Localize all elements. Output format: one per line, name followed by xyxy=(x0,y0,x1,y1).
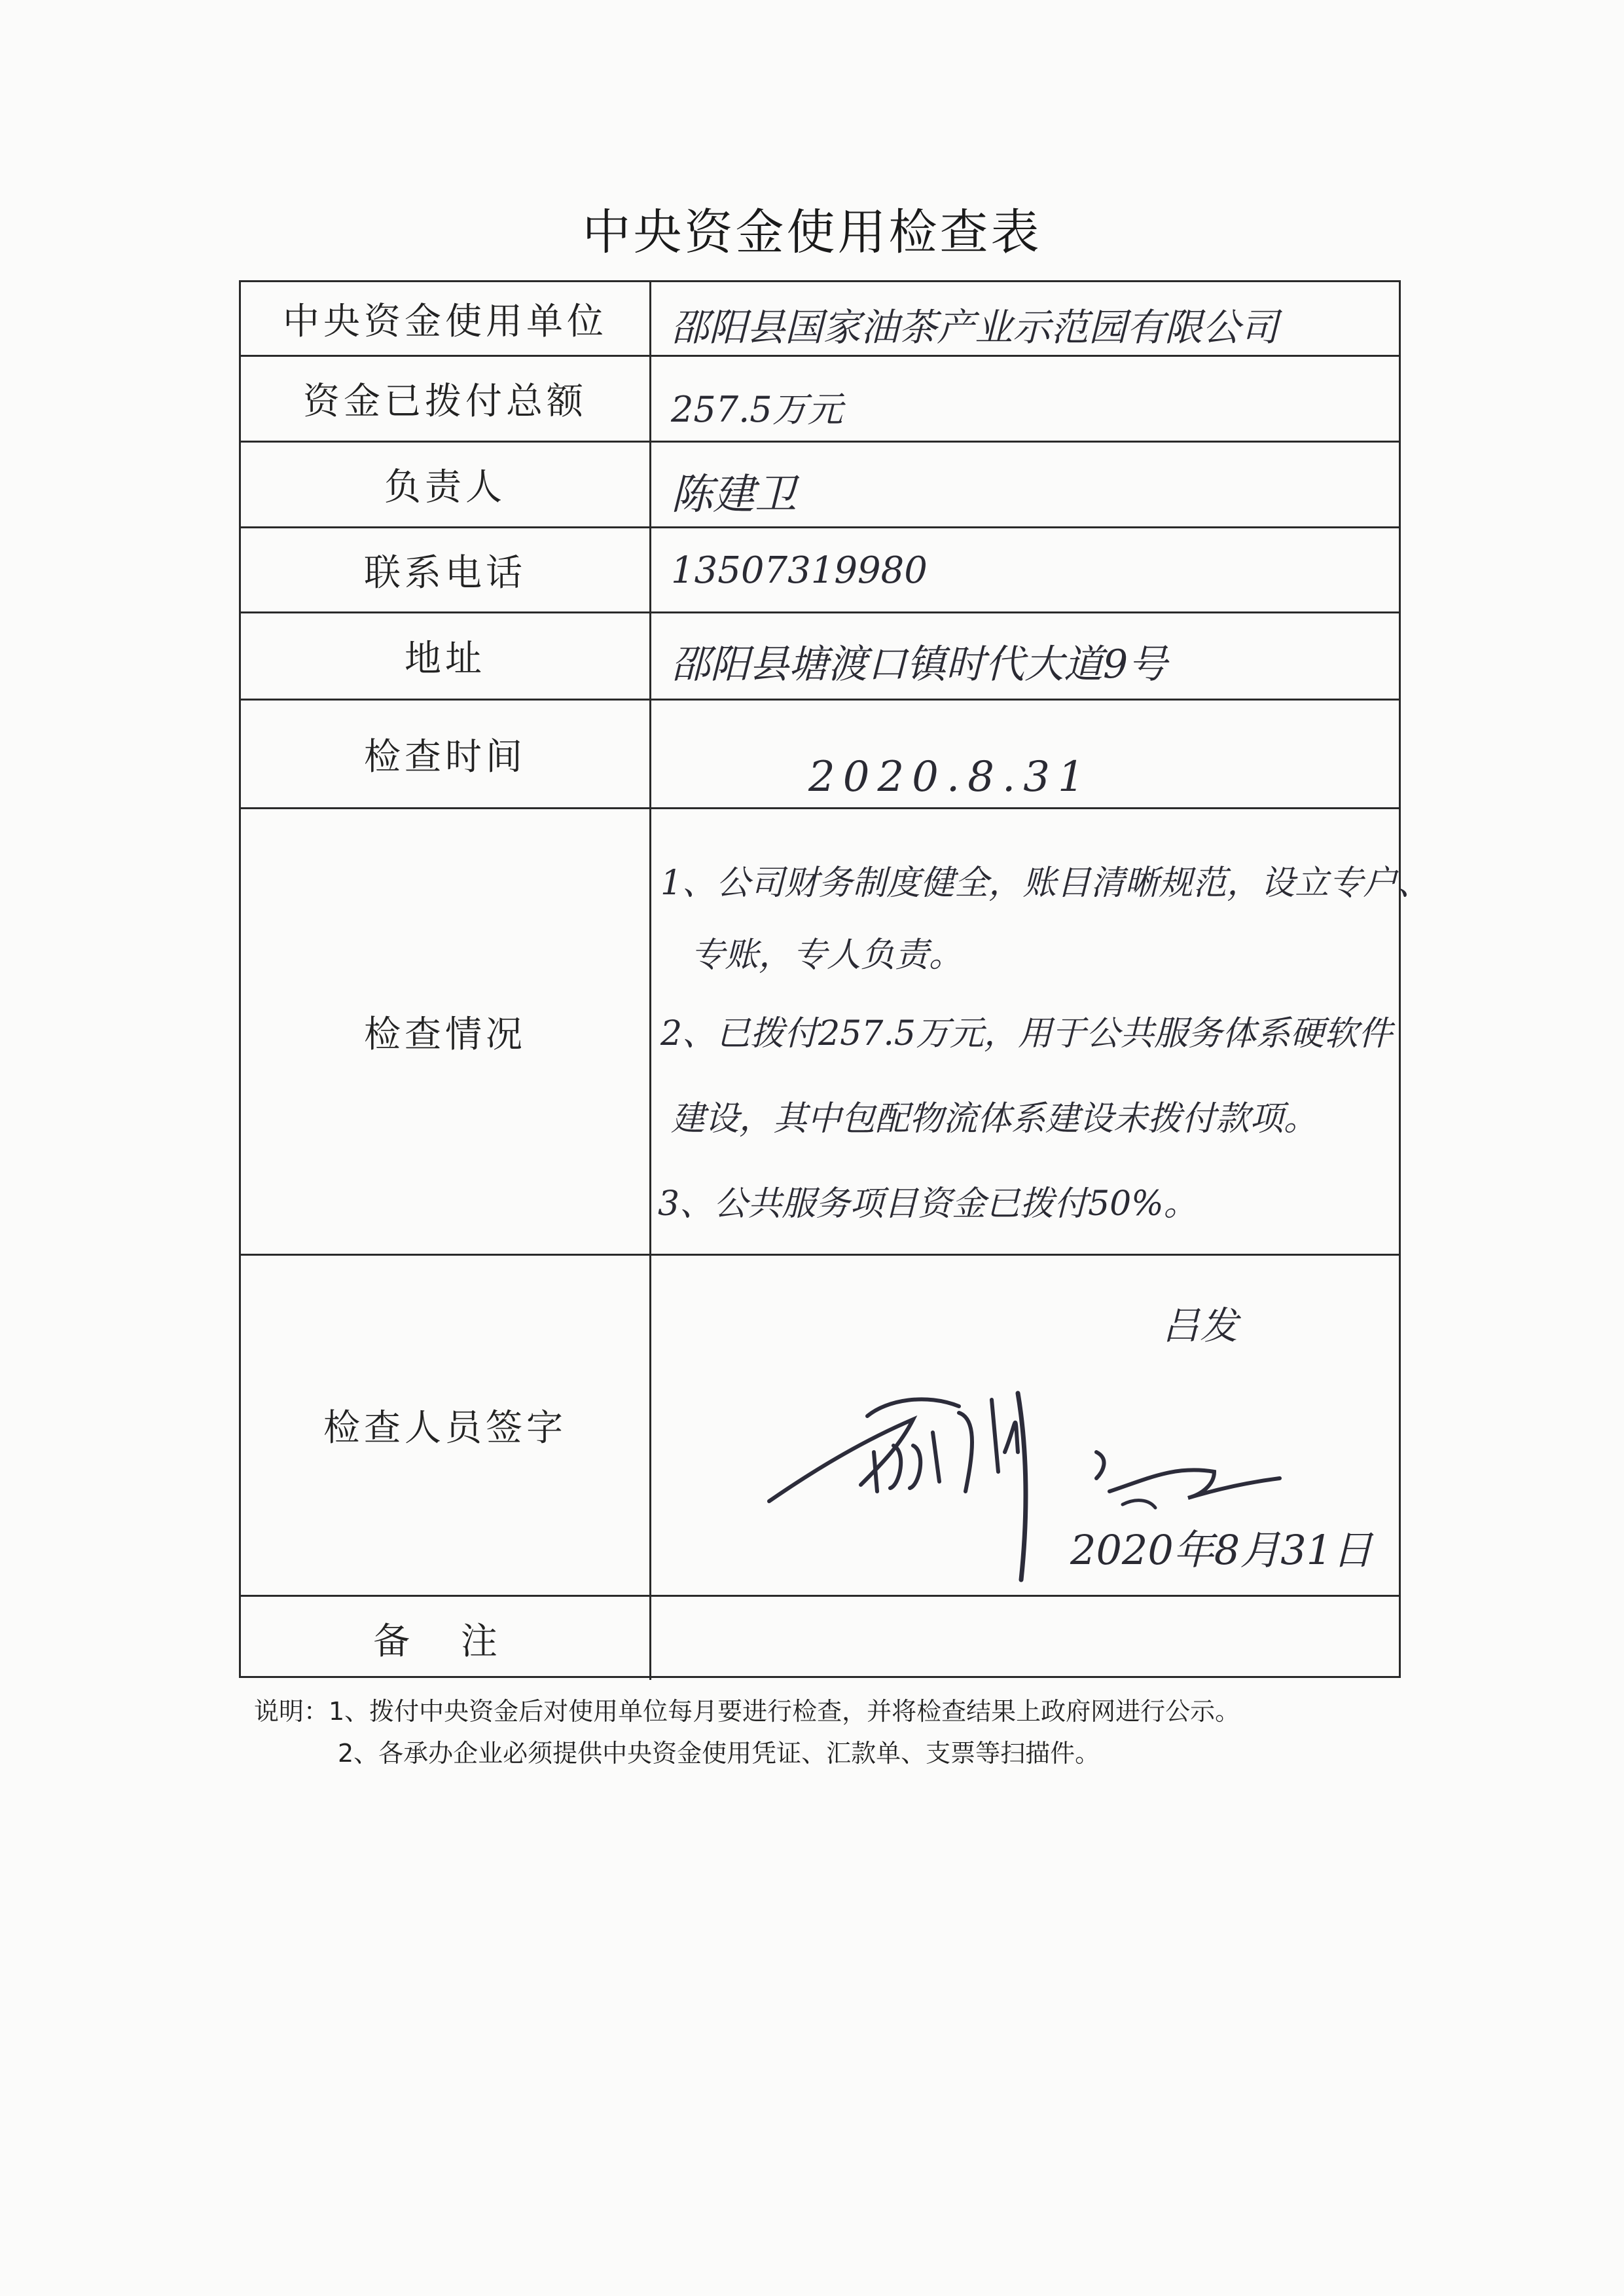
person-value: 陈建卫 xyxy=(671,471,797,519)
unit-label: 中央资金使用单位 xyxy=(241,282,651,355)
address-label: 地址 xyxy=(241,613,651,699)
table-row xyxy=(241,809,1432,1256)
person-label: 负责人 xyxy=(241,443,651,526)
signature-stroke xyxy=(959,1400,1018,1491)
check-time-label: 检查时间 xyxy=(241,701,651,807)
table-row xyxy=(241,443,1399,528)
unit-value-cell xyxy=(651,282,1399,355)
inspector-signature-label: 检查人员签字 xyxy=(241,1256,651,1595)
check-time-value-cell xyxy=(651,701,1399,807)
table-row xyxy=(241,613,1399,701)
signature-stroke xyxy=(867,1399,959,1416)
signature-stroke xyxy=(1096,1452,1280,1498)
situation-line: 2、已拨付257.5万元，用于公共服务体系硬软件 xyxy=(660,1014,1392,1053)
table-row xyxy=(241,1256,1399,1597)
signer-name: 吕发 xyxy=(1162,1303,1238,1348)
situation-line: 专账，专人负责。 xyxy=(691,936,964,975)
signature-stroke xyxy=(1018,1393,1026,1580)
amount-value: 257.5万元 xyxy=(671,389,843,430)
amount-label: 资金已拨付总额 xyxy=(241,357,651,441)
check-time-value: 2020.8.31 xyxy=(808,753,1092,801)
inspection-form-table xyxy=(239,280,1432,1678)
table-row xyxy=(241,1597,1399,1680)
remarks-value-cell xyxy=(651,1597,1399,1680)
note-line-2: 2、各承办企业必须提供中央资金使用凭证、汇款单、支票等扫描件。 xyxy=(338,1739,1100,1768)
situation-line: 3、公共服务项目资金已拨付50%。 xyxy=(658,1184,1198,1224)
person-value-cell xyxy=(651,443,1399,526)
check-situation-label: 检查情况 xyxy=(241,809,651,1254)
table-row xyxy=(241,357,1399,443)
phone-label: 联系电话 xyxy=(241,528,651,611)
table-row xyxy=(241,701,1399,809)
check-situation-value-cell xyxy=(651,809,1432,1254)
page-title: 中央资金使用检查表 xyxy=(582,204,1042,261)
situation-line: 建设，其中包配物流体系建设未拨付款项。 xyxy=(671,1099,1318,1139)
table-row xyxy=(241,528,1399,613)
signature-stroke xyxy=(1123,1501,1155,1508)
address-value-cell xyxy=(651,613,1399,699)
note-line-1: 说明：1、拨付中央资金后对使用单位每月要进行检查，并将检查结果上政府网进行公示。 xyxy=(254,1697,1240,1726)
unit-value: 邵阳县国家油茶产业示范园有限公司 xyxy=(671,305,1279,350)
table-row xyxy=(241,282,1399,357)
remarks-label: 备 注 xyxy=(241,1597,651,1680)
phone-value-cell xyxy=(651,528,1399,611)
situation-line: 1、公司财务制度健全，账目清晰规范，设立专户、 xyxy=(660,864,1432,903)
phone-value: 13507319980 xyxy=(671,549,928,592)
amount-value-cell xyxy=(651,357,1399,441)
footnotes xyxy=(254,1690,1240,1774)
inspector-signature-cell xyxy=(651,1256,1399,1595)
address-value: 邵阳县塘渡口镇时代大道9号 xyxy=(671,642,1168,687)
signature-date: 2020年8月31日 xyxy=(1070,1526,1373,1574)
